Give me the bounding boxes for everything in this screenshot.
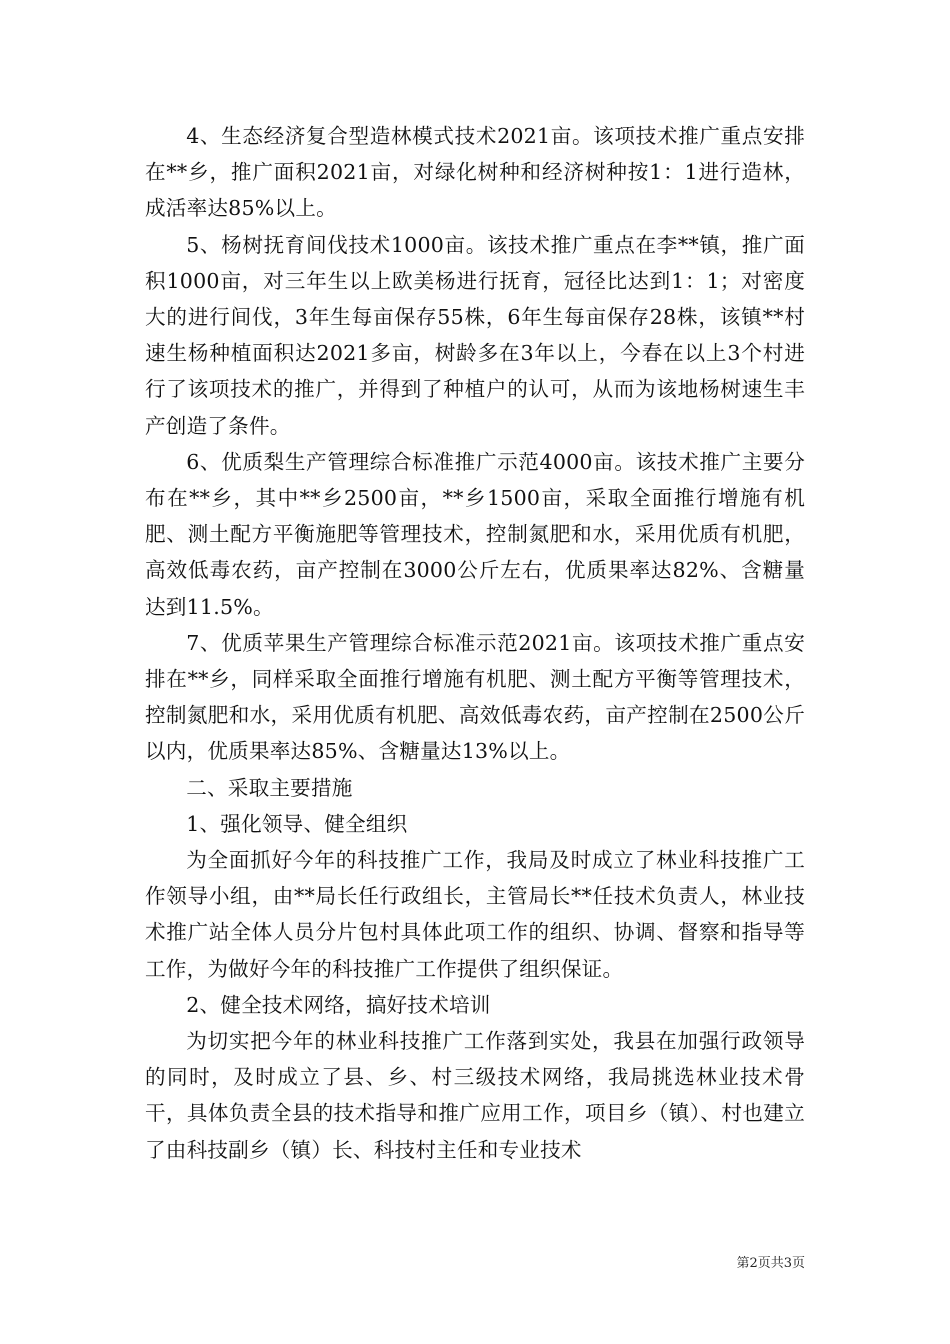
paragraph-6-pear-production: 6、优质梨生产管理综合标准推广示范4000亩。该技术推广主要分布在**乡，其中**乡2500亩，**乡1500亩，采取全面推行增施有机肥、测土配方平衡施肥等管理技术，控制氮肥和水，采用优质有机肥，高效低毒农药，亩产控制在3000公斤左右，优质果率达82%、含糖量达到11.5%。 — [145, 449, 805, 619]
page-number-footer: 第2页共3页 — [736, 1256, 805, 1271]
paragraph-7-apple-production: 7、优质苹果生产管理综合标准示范2021亩。该项技术推广重点安排在**乡，同样采取全面推行增施有机肥、测土配方平衡等管理技术，控制氮肥和水，采用优质有机肥、高效低毒农药，亩产控制在2500公斤以内，优质果率达85%、含糖量达13%以上。 — [145, 630, 805, 764]
paragraph-5-poplar-thinning: 5、杨树抚育间伐技术1000亩。该技术推广重点在李**镇，推广面积1000亩，对三年生以上欧美杨进行抚育，冠径比达到1：1；对密度大的进行间伐，3年生每亩保存55株，6年生每亩保存28株，该镇**村速生杨种植面积达2021多亩，树龄多在3年以上，今春在以上3个村进行了该项技术的推广，并得到了种植户的认可，从而为该地杨树速生丰产创造了条件。 — [145, 232, 805, 438]
subheading-leadership: 1、强化领导、健全组织 — [186, 811, 408, 836]
paragraph-leadership: 为全面抓好今年的科技推广工作，我局及时成立了林业科技推广工作领导小组，由**局长任行政组长，主管局长**任技术负责人，林业技术推广站全体人员分片包村具体此项工作的组织、协调、督察和指导等工作，为做好今年的科技推广工作提供了组织保证。 — [145, 848, 805, 981]
paragraph-tech-network: 为切实把今年的林业科技推广工作落到实处，我县在加强行政领导的同时，及时成立了县、乡、村三级技术网络，我局挑选林业技术骨干，具体负责全县的技术指导和推广应用工作，项目乡（镇）、村也建立了由科技副乡（镇）长、科技村主任和专业技术 — [145, 1029, 805, 1162]
subheading-tech-network: 2、健全技术网络，搞好技术培训 — [186, 992, 491, 1017]
body-text — [145, 118, 805, 1168]
section-heading-measures: 二、采取主要措施 — [186, 775, 353, 800]
paragraph-4-eco-forestry: 4、生态经济复合型造林模式技术2021亩。该项技术推广重点安排在**乡，推广面积2021亩，对绿化树种和经济树种按1：1进行造林，成活率达85%以上。 — [145, 124, 805, 221]
